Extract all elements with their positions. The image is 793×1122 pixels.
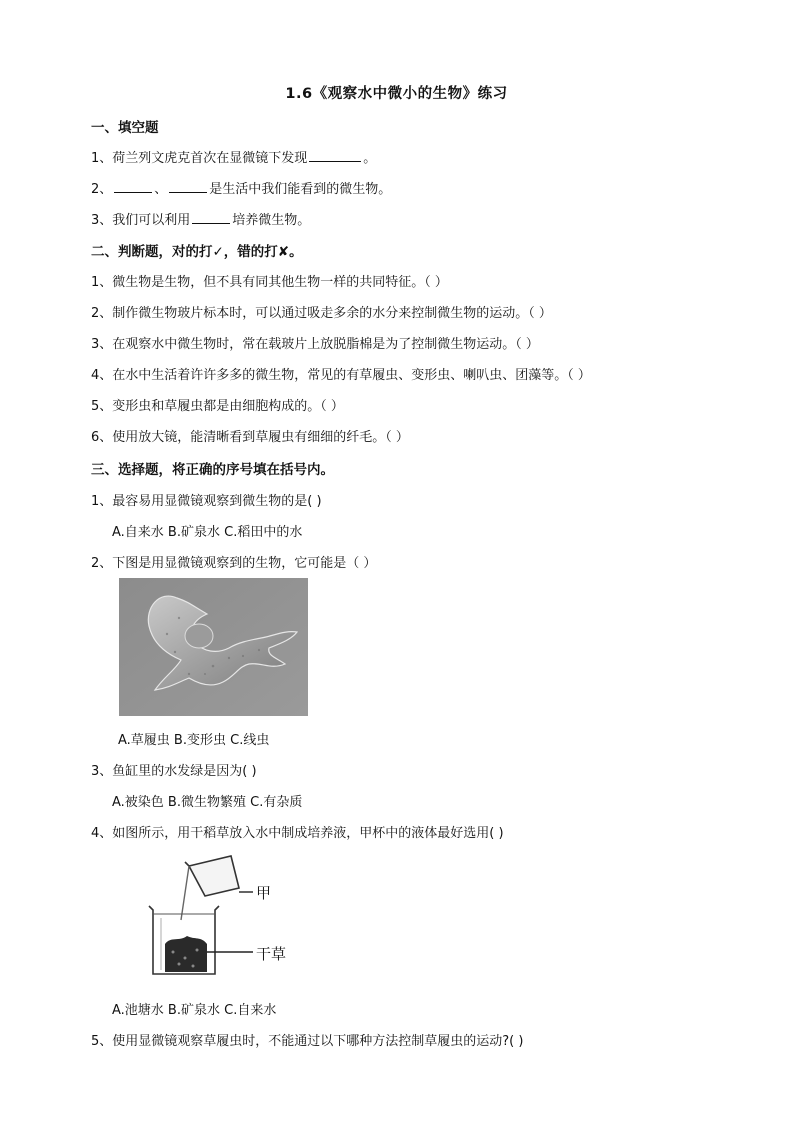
fill-question-3 xyxy=(91,209,310,228)
pouring-cup-illustration xyxy=(181,856,239,920)
true-false-item-1: 1、微生物是生物，但不具有同其他生物一样的共同特征。（ ） xyxy=(91,275,448,290)
choice-question-2-options: A.草履虫 B.变形虫 C.线虫 xyxy=(118,733,270,748)
choice-question-4: 4、如图所示，用干稻草放入水中制成培养液，甲杯中的液体最好选用( ) xyxy=(91,826,504,841)
fill-question-3-end: 培养微生物。 xyxy=(232,213,311,228)
answer-blank[interactable] xyxy=(309,149,361,162)
answer-blank[interactable] xyxy=(114,180,152,193)
fill-question-2-text: 是生活中我们能看到的微生物。 xyxy=(209,182,392,197)
fill-question-3-text: 3、我们可以利用 xyxy=(91,213,191,228)
choice-question-1: 1、最容易用显微镜观察到微生物的是( ) xyxy=(91,494,322,509)
fill-question-1-end: 。 xyxy=(363,151,377,166)
true-false-item-6: 6、使用放大镜，能清晰看到草履虫有细细的纤毛。（ ） xyxy=(91,430,409,445)
label-dry-grass: 干草 xyxy=(256,945,287,963)
amoeba-micrograph-image xyxy=(119,578,308,716)
section-true-false-heading: 二、判断题，对的打✓，错的打✘。 xyxy=(91,244,303,260)
section-choice-heading: 三、选择题，将正确的序号填在括号内。 xyxy=(91,462,334,478)
true-false-item-3: 3、在观察水中微生物时，常在载玻片上放脱脂棉是为了控制微生物运动。（ ） xyxy=(91,337,539,352)
beaker-pouring-diagram xyxy=(135,848,317,982)
fill-question-1 xyxy=(91,147,376,166)
page-title: 1.6《观察水中微小的生物》练习 xyxy=(285,86,508,102)
choice-question-2: 2、下图是用显微镜观察到的生物，它可能是（ ） xyxy=(91,556,377,571)
true-false-item-2: 2、制作微生物玻片标本时，可以通过吸走多余的水分来控制微生物的运动。（ ） xyxy=(91,306,552,321)
fill-question-2 xyxy=(91,178,391,197)
section-fill-blank-heading: 一、填空题 xyxy=(91,120,159,136)
answer-blank[interactable] xyxy=(192,211,230,224)
choice-question-3-options: A.被染色 B.微生物繁殖 C.有杂质 xyxy=(112,795,303,810)
fill-question-2-separator: 、 xyxy=(154,182,168,197)
answer-blank[interactable] xyxy=(169,180,207,193)
true-false-item-4: 4、在水中生活着许许多多的微生物，常见的有草履虫、变形虫、喇叭虫、团藻等。（ ） xyxy=(91,368,591,383)
choice-question-4-options: A.池塘水 B.矿泉水 C.自来水 xyxy=(112,1003,277,1018)
fill-question-2-number: 2、 xyxy=(91,182,113,197)
choice-question-5: 5、使用显微镜观察草履虫时，不能通过以下哪种方法控制草履虫的运动?( ) xyxy=(91,1034,524,1049)
choice-question-3: 3、鱼缸里的水发绿是因为( ) xyxy=(91,764,257,779)
label-jia: 甲 xyxy=(256,884,272,902)
true-false-item-5: 5、变形虫和草履虫都是由细胞构成的。（ ） xyxy=(91,399,344,414)
choice-question-1-options: A.自来水 B.矿泉水 C.稻田中的水 xyxy=(112,525,303,540)
fill-question-1-text: 1、荷兰列文虎克首次在显微镜下发现 xyxy=(91,151,308,166)
